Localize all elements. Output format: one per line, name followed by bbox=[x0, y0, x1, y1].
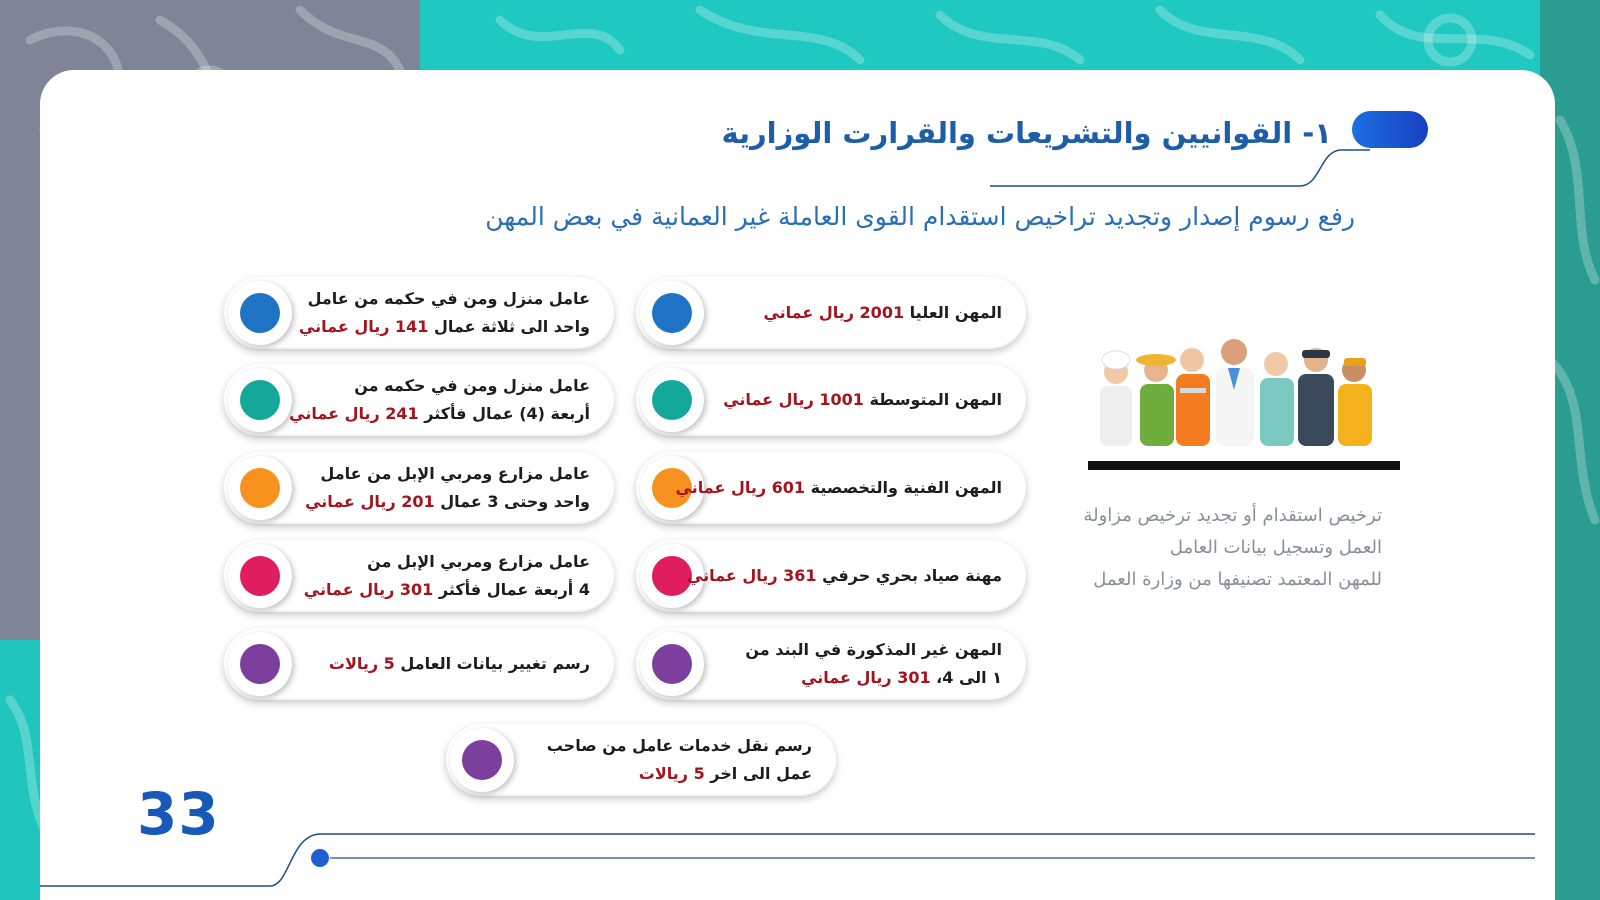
bullet-dot-icon bbox=[652, 644, 692, 684]
fee-line bbox=[687, 562, 1002, 590]
fee-label: ١ الى 4، bbox=[930, 668, 1002, 687]
fee-line bbox=[289, 400, 590, 428]
fee-line bbox=[547, 760, 812, 788]
title-underline bbox=[990, 140, 1370, 190]
bullet-circle bbox=[228, 368, 292, 432]
fee-label: المهن العليا bbox=[904, 303, 1002, 322]
fee-label: أربعة (4) عمال فأكثر bbox=[418, 404, 590, 423]
fee-line bbox=[304, 576, 590, 604]
fee-amount: 301 ريال عماني bbox=[303, 580, 434, 599]
illustration-caption bbox=[1042, 500, 1382, 596]
bullet-circle bbox=[228, 456, 292, 520]
fee-label: عامل مزارع ومربي الإبل من bbox=[367, 552, 590, 571]
bullet-circle bbox=[450, 728, 514, 792]
fee-text bbox=[329, 628, 590, 700]
fee-line bbox=[329, 650, 590, 678]
fee-item bbox=[636, 452, 1026, 524]
fee-item bbox=[224, 452, 614, 524]
caption-line: العمل وتسجيل بيانات العامل bbox=[1169, 537, 1382, 558]
fee-item bbox=[224, 540, 614, 612]
fee-label: رسم نقل خدمات عامل من صاحب bbox=[546, 736, 812, 755]
fee-amount: 5 ريالات bbox=[328, 654, 395, 673]
fee-line bbox=[289, 372, 590, 400]
fee-text bbox=[547, 724, 812, 796]
fee-item bbox=[636, 628, 1026, 700]
fee-line bbox=[763, 299, 1002, 327]
fee-label: المهن غير المذكورة في البند من bbox=[745, 640, 1002, 659]
page-number: 33 bbox=[137, 780, 220, 848]
fee-label: 4 أربعة عمال فأكثر bbox=[433, 580, 590, 599]
bullet-circle bbox=[640, 632, 704, 696]
bullet-dot-icon bbox=[652, 380, 692, 420]
fee-item bbox=[224, 364, 614, 436]
fee-amount: 361 ريال عماني bbox=[686, 566, 817, 585]
fee-item bbox=[636, 540, 1026, 612]
fee-line bbox=[547, 732, 812, 760]
fee-amount: 1001 ريال عماني bbox=[723, 390, 864, 409]
fee-amount: 141 ريال عماني bbox=[298, 317, 429, 336]
fee-amount: 2001 ريال عماني bbox=[763, 303, 905, 322]
fee-line bbox=[304, 548, 590, 576]
fee-text bbox=[723, 364, 1002, 436]
fee-item bbox=[224, 277, 614, 349]
fee-text bbox=[289, 364, 590, 436]
caption-line: ترخيص استقدام أو تجديد ترخيص مزاولة bbox=[1083, 505, 1382, 526]
fee-label: عامل منزل ومن في حكمه من bbox=[354, 376, 590, 395]
fee-label: واحد وحتى 3 عمال bbox=[434, 492, 590, 511]
fee-label: المهن الفنية والتخصصية bbox=[805, 478, 1002, 497]
fee-label: المهن المتوسطة bbox=[863, 390, 1002, 409]
bullet-dot-icon bbox=[240, 293, 280, 333]
fee-text bbox=[763, 277, 1002, 349]
fee-line bbox=[745, 664, 1002, 692]
bullet-dot-icon bbox=[240, 644, 280, 684]
fee-line bbox=[299, 313, 590, 341]
bullet-circle bbox=[640, 368, 704, 432]
bullet-circle bbox=[228, 544, 292, 608]
bullet-dot-icon bbox=[240, 556, 280, 596]
fee-label: واحد الى ثلاثة عمال bbox=[428, 317, 590, 336]
fee-label: عامل مزارع ومربي الإبل من عامل bbox=[320, 464, 590, 483]
bullet-dot-icon bbox=[240, 468, 280, 508]
fee-label: رسم تغيير بيانات العامل bbox=[394, 654, 590, 673]
fee-label: عمل الى اخر bbox=[704, 764, 812, 783]
fee-amount: 5 ريالات bbox=[638, 764, 705, 783]
fee-text bbox=[745, 628, 1002, 700]
bullet-dot-icon bbox=[240, 380, 280, 420]
fee-amount: 601 ريال عماني bbox=[675, 478, 806, 497]
fee-text bbox=[687, 540, 1002, 612]
bullet-dot-icon bbox=[652, 293, 692, 333]
bullet-circle bbox=[228, 281, 292, 345]
fee-item bbox=[636, 364, 1026, 436]
fee-line bbox=[723, 386, 1002, 414]
workers-group-illustration bbox=[1088, 330, 1398, 470]
bullet-circle bbox=[228, 632, 292, 696]
bullet-dot-icon bbox=[462, 740, 502, 780]
fee-label: عامل منزل ومن في حكمه من عامل bbox=[307, 289, 590, 308]
fee-line bbox=[745, 636, 1002, 664]
fee-text bbox=[305, 452, 590, 524]
fee-text bbox=[299, 277, 590, 349]
fee-text bbox=[676, 452, 1002, 524]
fee-item bbox=[636, 277, 1026, 349]
bullet-circle bbox=[640, 281, 704, 345]
caption-line: للمهن المعتمد تصنيفها من وزارة العمل bbox=[1093, 569, 1382, 590]
fee-amount: 201 ريال عماني bbox=[305, 492, 435, 511]
fee-item bbox=[224, 628, 614, 700]
fee-amount: 301 ريال عماني bbox=[801, 668, 931, 687]
fee-line bbox=[676, 474, 1002, 502]
fee-item bbox=[446, 724, 836, 796]
fee-line bbox=[305, 460, 590, 488]
page-subtitle: رفع رسوم إصدار وتجديد تراخيص استقدام القوى العاملة غير العمانية في بعض المهن bbox=[485, 202, 1355, 231]
fee-label: مهنة صياد بحري حرفي bbox=[816, 566, 1002, 585]
fee-line bbox=[299, 285, 590, 313]
fee-text bbox=[304, 540, 590, 612]
fee-amount: 241 ريال عماني bbox=[289, 404, 419, 423]
page-title: ١- القوانيين والتشريعات والقرارت الوزارية bbox=[721, 116, 1332, 150]
footer-line bbox=[0, 800, 1600, 900]
fee-line bbox=[305, 488, 590, 516]
illustration-baseline bbox=[1088, 461, 1400, 470]
